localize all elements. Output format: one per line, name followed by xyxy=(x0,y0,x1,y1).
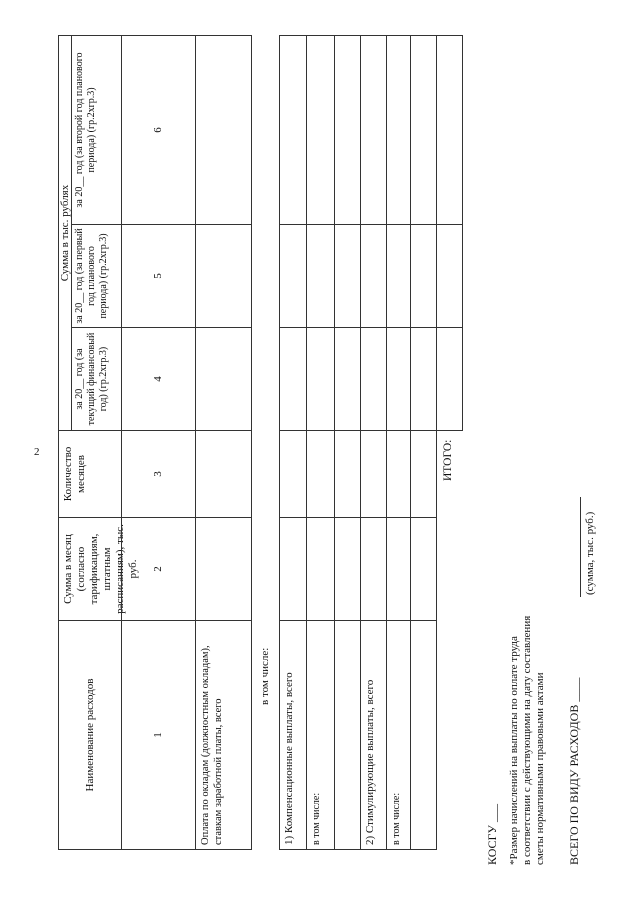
num-cell-5 xyxy=(121,224,196,328)
header-year-1-text: за 20__ год (за текущий финансовый год) (гр.2хгр.3) xyxy=(74,332,109,426)
row-salary-c6 xyxy=(195,35,252,225)
lower-r3-c3 xyxy=(334,430,361,518)
num-5: 5 xyxy=(152,273,164,279)
row-stim-label xyxy=(360,620,387,850)
header-name-text: Наименование расходов xyxy=(83,678,96,792)
header-year-2-text: за 20__ год (за первый год планового периода) (гр.2хгр.3) xyxy=(74,228,109,324)
total-c5 xyxy=(436,224,463,328)
row-salary-c5 xyxy=(195,224,252,328)
row-stim-incl-text: в том числе: xyxy=(391,792,402,845)
num-3: 3 xyxy=(152,471,164,477)
row-salary-c2 xyxy=(195,517,252,621)
sum-underline xyxy=(580,497,581,597)
row-comp-incl-text: в том числе: xyxy=(311,792,322,845)
header-year-1 xyxy=(71,327,122,431)
row-comp-text: 1) Компенсационные выплаты, всего xyxy=(283,672,295,845)
note-line-1: *Размер начислений на выплаты по оплате труда xyxy=(508,636,520,865)
lower-r1-c4 xyxy=(279,327,307,431)
lower-r5-c2 xyxy=(386,517,411,621)
lower-r6-c6 xyxy=(410,35,437,225)
header-monthly-text: Сумма в месяц (согласно тарификациям, штатным расписаниям), тыс. руб. xyxy=(62,524,139,614)
lower-r5-c4 xyxy=(386,327,411,431)
row-salary-c3 xyxy=(195,430,252,518)
lower-r2-c2 xyxy=(306,517,335,621)
header-months-text: Количество месяцев xyxy=(62,446,87,502)
total-c4 xyxy=(436,327,463,431)
lower-r6-c5 xyxy=(410,224,437,328)
header-sum-group-text: Сумма в тыс. рублях xyxy=(59,184,71,282)
row-salary-label xyxy=(195,620,252,850)
header-monthly xyxy=(58,517,139,621)
page-number: 2 xyxy=(34,446,40,458)
including-label: в том числе: xyxy=(259,647,271,705)
row-comp-label xyxy=(279,620,307,850)
num-cell-6 xyxy=(121,35,196,225)
header-months xyxy=(58,430,122,518)
num-6: 6 xyxy=(152,127,164,133)
header-year-2 xyxy=(71,224,122,328)
lower-r1-c2 xyxy=(279,517,307,621)
row-comp-incl-label xyxy=(306,620,335,850)
lower-r4-c6 xyxy=(360,35,387,225)
header-sum-group xyxy=(58,35,72,431)
note-line-3: сметы нормативными правовыми актами xyxy=(534,672,546,865)
lower-r3-c2 xyxy=(334,517,361,621)
note-line-2: в соответствии с действующими на дату составления xyxy=(521,615,533,865)
lower-r6-c4 xyxy=(410,327,437,431)
total-by-type-label: ВСЕГО ПО ВИДУ РАСХОДОВ ____ xyxy=(567,677,581,865)
header-name xyxy=(58,620,122,850)
lower-r4-c4 xyxy=(360,327,387,431)
lower-r1-c6 xyxy=(279,35,307,225)
total-label: ИТОГО: xyxy=(442,439,454,481)
num-1: 1 xyxy=(152,732,164,738)
total-c6 xyxy=(436,35,463,225)
lower-r1-c3 xyxy=(279,430,307,518)
row-stim-blank xyxy=(410,620,437,850)
num-4: 4 xyxy=(152,376,164,382)
row-stim-incl-label xyxy=(386,620,411,850)
lower-r4-c3 xyxy=(360,430,387,518)
lower-r6-c3 xyxy=(410,430,437,518)
lower-r3-c6 xyxy=(334,35,361,225)
lower-r1-c5 xyxy=(279,224,307,328)
lower-r2-c5 xyxy=(306,224,335,328)
num-cell-2 xyxy=(121,517,196,621)
lower-r2-c3 xyxy=(306,430,335,518)
header-year-3-text: за 20__ год (за второй год планового периода) (гр.2хгр.3) xyxy=(74,52,97,208)
lower-r2-c4 xyxy=(306,327,335,431)
lower-r3-c4 xyxy=(334,327,361,431)
row-comp-blank xyxy=(334,620,361,850)
num-cell-4 xyxy=(121,327,196,431)
lower-r5-c5 xyxy=(386,224,411,328)
lower-r4-c2 xyxy=(360,517,387,621)
lower-r2-c6 xyxy=(306,35,335,225)
lower-r3-c5 xyxy=(334,224,361,328)
lower-r5-c3 xyxy=(386,430,411,518)
header-year-3 xyxy=(71,35,122,225)
num-2: 2 xyxy=(152,566,164,572)
row-salary-text: Оплата по окладам (должностным окладам), ставкам заработной платы, всего xyxy=(200,645,224,845)
lower-r5-c6 xyxy=(386,35,411,225)
num-cell-3 xyxy=(121,430,196,518)
lower-r6-c2 xyxy=(410,517,437,621)
kosgu-label: КОСГУ ___ xyxy=(485,804,499,865)
sum-caption: (сумма, тыс. руб.) xyxy=(584,511,596,595)
row-salary-c4 xyxy=(195,327,252,431)
row-stim-text: 2) Стимулирующие выплаты, всего xyxy=(364,679,376,845)
num-cell-1 xyxy=(121,620,196,850)
lower-r4-c5 xyxy=(360,224,387,328)
